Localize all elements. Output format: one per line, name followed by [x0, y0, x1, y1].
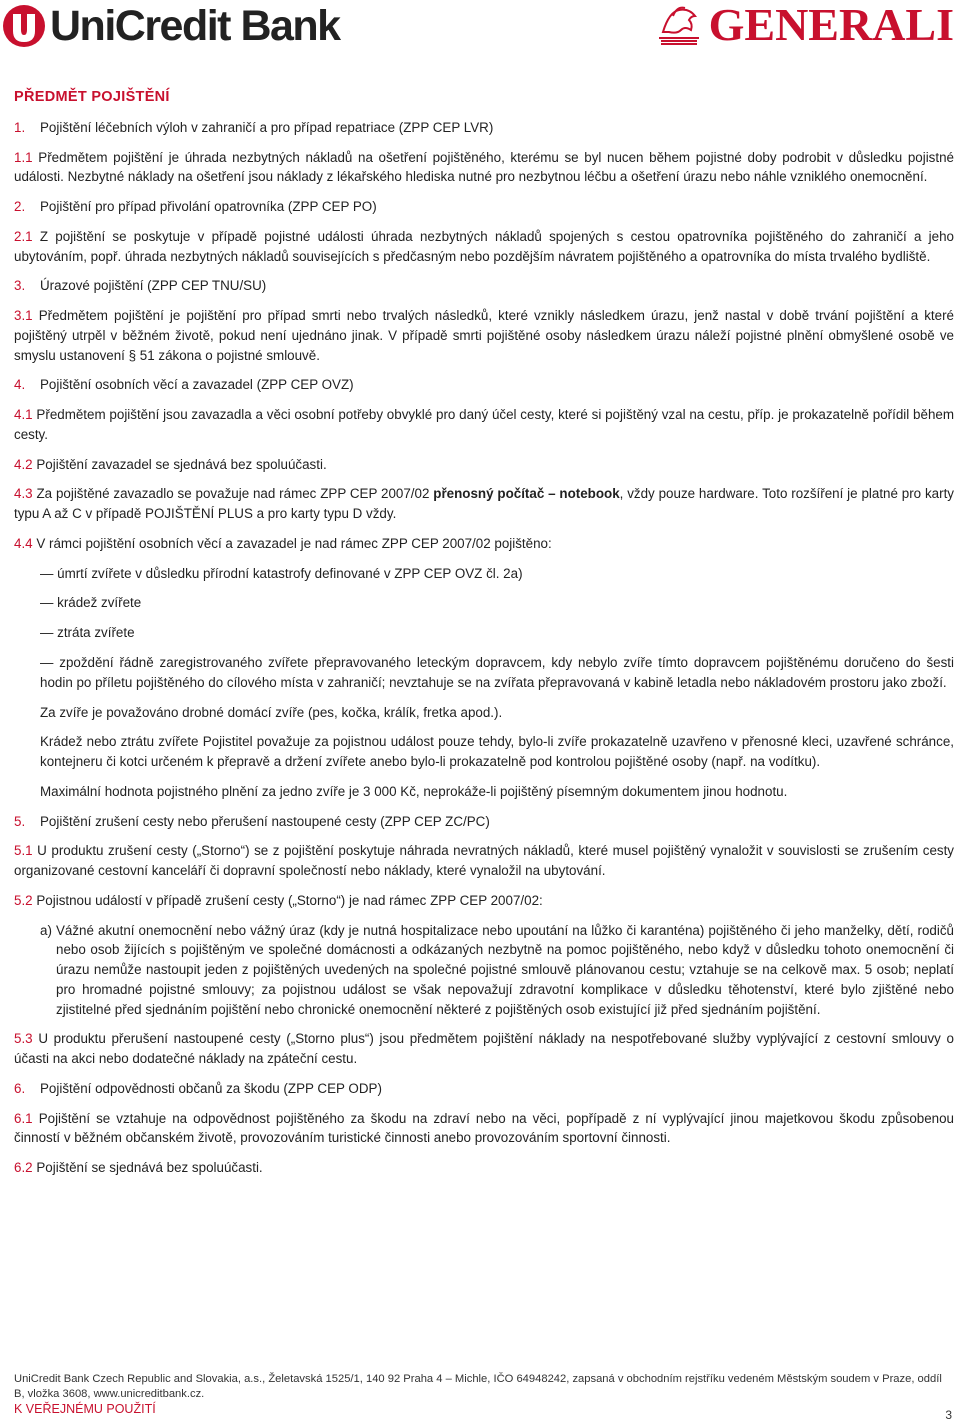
paragraph-number: 6.2	[14, 1160, 33, 1176]
unicredit-logo-text: UniCredit Bank	[50, 2, 340, 50]
paragraph-text-start: Za pojištěné zavazadlo se považuje nad rámec ZPP CEP 2007/02	[36, 486, 434, 502]
page-header	[0, 0, 960, 56]
paragraph-text: U produktu přerušení nastoupené cesty („Storno plus“) jsou předmětem pojištění náklady na nespotřebované služby vyplývající z cestovní smlouvy o účasti na akci nebo dodatečné náklady na zpáteční cestu.	[14, 1031, 954, 1067]
paragraph-6-1	[14, 1109, 954, 1148]
section-1-heading	[14, 118, 954, 138]
section-title: Úrazové pojištění (ZPP CEP TNU/SU)	[40, 278, 267, 294]
paragraph-text: Předmětem pojištění jsou zavazadla a věci osobní potřeby obvyklé pro daný účel cesty, které si pojištěný vzal na cestu, příp. je prokazatelně pořídil během cesty.	[14, 407, 954, 442]
document-title: PŘEDMĚT POJIŠTĚNÍ	[14, 89, 170, 105]
section-3-heading	[14, 276, 954, 296]
paragraph-3-1	[14, 306, 954, 365]
section-number: 1.	[14, 119, 26, 135]
paragraph-number: 5.3	[14, 1031, 33, 1047]
paragraph-number: 5.1	[14, 843, 33, 859]
section-number: 2.	[14, 199, 26, 214]
paragraph-text: Předmětem pojištění je pojištění pro případ smrti nebo trvalých následků, které vznikly následkem úrazu, jenž nastal v době trvání pojištění a které pojištěný utrpěl v běžném životě, pokud není ujednáno jinak. V případě smrti pojištěné osoby následkem úrazu náleží pojistné plnění obmyšlené osobě ve smyslu ustanovení § 51 zákona o pojistné smlouvě.	[14, 308, 954, 363]
paragraph-5-1	[14, 841, 954, 880]
unicredit-logo	[2, 4, 340, 48]
section-number: 5.	[14, 813, 26, 829]
unicredit-emblem-icon	[2, 4, 46, 48]
list-item	[40, 653, 954, 692]
document-body	[14, 88, 954, 1188]
paragraph-text: Pojištění se sjednává bez spoluúčasti.	[36, 1160, 263, 1176]
paragraph-number: 2.1	[14, 228, 33, 244]
section-title: Pojištění zrušení cesty nebo přerušení nastoupené cesty (ZPP CEP ZC/PC)	[40, 813, 490, 829]
paragraph-text-end: , vždy pouze hardware. Toto rozšíření je platné pro karty typu A až C v případě POJIŠTĚNÍ PLUS a pro karty typu D vždy.	[14, 486, 954, 522]
list-item: — úmrtí zvířete v důsledku přírodní katastrofy definované v ZPP CEP OVZ čl. 2a)	[40, 564, 954, 584]
paragraph-number: 5.2	[14, 892, 33, 908]
paragraph-5-2	[14, 891, 954, 911]
paragraph-number: 1.1	[14, 149, 33, 165]
footer-classification: K VEŘEJNÉMU POUŽITÍ	[14, 1402, 156, 1416]
generali-lion-icon	[655, 2, 703, 48]
paragraph-number: 3.1	[14, 308, 33, 324]
section-6-heading	[14, 1079, 954, 1099]
note-text: Za zvíře je považováno drobné domácí zvíře (pes, kočka, králík, fretka apod.).	[40, 704, 503, 720]
section-title: Pojištění osobních věcí a zavazadel (ZPP CEP OVZ)	[40, 377, 354, 393]
paragraph-number: 4.1	[14, 407, 33, 423]
paragraph-text: Pojištění zavazadel se sjednává bez spoluúčasti.	[36, 456, 327, 472]
generali-logo-text: GENERALI	[708, 0, 954, 50]
note-text: Maximální hodnota pojistného plnění za jedno zvíře je 3 000 Kč, neprokáže-li pojištěný písemným dokumentem jinou hodnotu.	[40, 783, 788, 799]
note-text: Krádež nebo ztrátu zvířete Pojistitel považuje za pojistnou událost pouze tehdy, bylo-li zvíře prokazatelně uzavřeno v přenosné kleci, uzavřené schránce, kontejneru či kotci určeném k přepravě a držení zvířete anebo bylo-li prokazatelně pod kontrolou pojištěné osoby (např. na vodítku).	[40, 734, 954, 770]
paragraph-text: Pojištění se vztahuje na odpovědnost pojištěného za škodu na zdraví nebo na věci, popřípadě z ní vyplývající jinou majetkovou škodu způsobenou činností v běžném občanském životě, provozováním turistické činnosti anebo provozováním sportovní činnosti.	[14, 1110, 954, 1146]
list-item: — ztráta zvířete	[40, 623, 954, 643]
paragraph-6-2	[14, 1158, 954, 1178]
section-title: Pojištění odpovědnosti občanů za škodu (ZPP CEP ODP)	[40, 1080, 382, 1096]
page-number: 3	[945, 1408, 952, 1422]
paragraph-text: U produktu zrušení cesty („Storno“) se z pojištění poskytuje náhrada nevratných nákladů, které musel pojištěný vynaložit v souvislosti se zrušením cesty organizované cestovní kanceláří či dopravní společností nebo náklady, které vynaložil na ubytování.	[14, 843, 954, 879]
paragraph-1-1	[14, 148, 954, 187]
page-footer	[14, 1372, 954, 1417]
paragraph-5-3	[14, 1029, 954, 1068]
paragraph-text-bold: přenosný počítač – notebook	[433, 486, 620, 502]
list-item-text: zpoždění řádně zaregistrovaného zvířete přepravovaného leteckým dopravcem, kdy nebylo zvíře tímto dopravcem pojištěnému doručeno do šesti hodin po příletu pojištěného do cílového místa v zahraničí; nevztahuje se na zvířata přepravovaná v kabině letadla nebo nákladovém prostoru jako zboží.	[40, 655, 954, 690]
section-2-heading	[14, 197, 954, 217]
paragraph-text: Z pojištění se poskytuje v případě pojistné události úhrada nezbytných nákladů spojených s cestou opatrovníka pojištěného do zahraničí a jeho ubytováním, popř. úhrada nezbytných nákladů souvisejících s předčasným nebo pozdějším návratem pojištěného a opatrovníka do místa trvalého bydliště.	[14, 228, 954, 264]
paragraph-number: 4.2	[14, 456, 33, 472]
section-title: Pojištění pro případ přivolání opatrovníka (ZPP CEP PO)	[40, 199, 377, 214]
paragraph-4-3	[14, 484, 954, 523]
list-item: — krádež zvířete	[40, 593, 954, 613]
paragraph-text: Předmětem pojištění je úhrada nezbytných nákladů na ošetření pojištěného, kterému se byl nucen během pojistné doby podrobit v důsledku pojistné události. Nezbytné náklady na ošetření jsou náklady z lékařského hlediska nutné pro nezbytnou léčbu a ošetření úrazu nebo náhle vzniklého onemocnění.	[14, 149, 954, 185]
paragraph-2-1	[14, 227, 954, 266]
dash-marker: —	[40, 655, 60, 671]
section-number: 4.	[14, 377, 26, 393]
section-4-heading	[14, 375, 954, 395]
section-number: 3.	[14, 278, 26, 294]
paragraph-number: 4.4	[14, 535, 33, 551]
section-5-heading	[14, 812, 954, 832]
paragraph-number: 6.1	[14, 1110, 33, 1126]
list-item-a: a) Vážné akutní onemocnění nebo vážný úraz (kdy je nutná hospitalizace nebo upoutání na lůžko či karanténa) pojištěného či jeho manželky, dětí, rodičů nebo osob žijících s pojištěným ve společné domácnosti a odkázaných nezbytně na pomoc pojištěného, nebo když v důsledku tohoto onemocnění či úrazu nemůže nastoupit jeden z pojištěných uvedených na společné pojistné smlouvě plánovanou cestu; vztahuje se na celkově max. 5 osob; neplatí pro hromadné pojistné smlouvy; za pojistnou událost se však nepovažují zdravotní komplikace v důsledku těhotenství, které bylo zjištěné nebo zjistitelné před sjednáním pojištění nebo chronické onemocnění některé z pojištěných osob existující již před sjednáním pojištění.	[40, 922, 954, 1017]
footer-company-address: UniCredit Bank Czech Republic and Slovakia, a.s., Želetavská 1525/1, 140 92 Praha 4 – Michle, IČO 64948242, zapsaná v obchodním rejstříku vedeném Městským soudem v Praze, oddíl B, vložka 3608, www.unicreditbank.cz.	[14, 1373, 942, 1400]
generali-logo	[655, 2, 954, 48]
paragraph-4-4	[14, 534, 954, 554]
section-number: 6.	[14, 1080, 26, 1096]
paragraph-text: V rámci pojištění osobních věcí a zavazadel je nad rámec ZPP CEP 2007/02 pojištěno:	[36, 535, 552, 551]
paragraph-4-2	[14, 455, 954, 475]
section-title: Pojištění léčebních výloh v zahraničí a pro případ repatriace (ZPP CEP LVR)	[40, 119, 494, 135]
paragraph-text: Pojistnou událostí v případě zrušení cesty („Storno“) je nad rámec ZPP CEP 2007/02:	[36, 892, 543, 908]
paragraph-4-1	[14, 405, 954, 444]
paragraph-number: 4.3	[14, 486, 33, 502]
